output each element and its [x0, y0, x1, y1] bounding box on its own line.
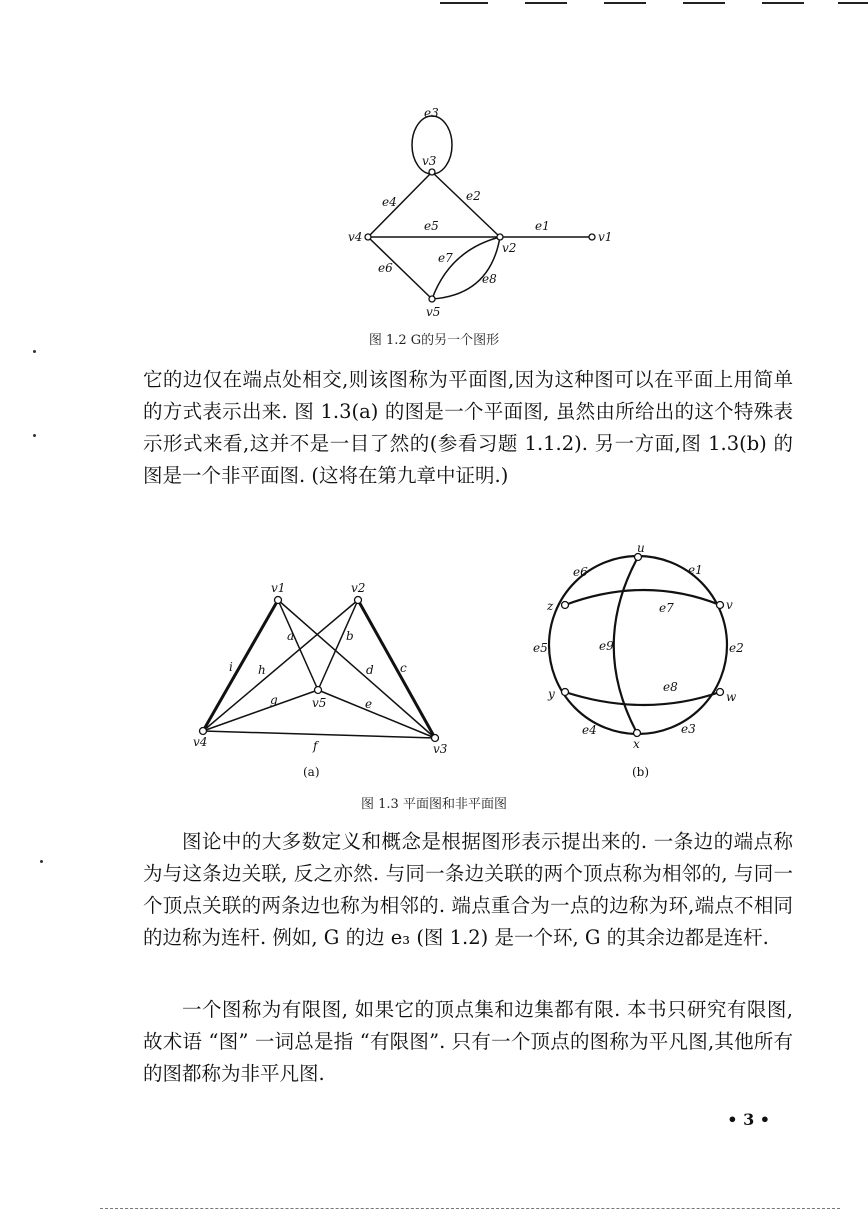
paragraph-3: [143, 994, 793, 1090]
label-a-edge-e: e: [365, 697, 373, 711]
bottom-scan-edge: [100, 1208, 840, 1210]
label-b-e1: e1: [688, 563, 703, 577]
label-b-e8: e8: [663, 680, 678, 694]
label-a-v5: v5: [312, 696, 327, 710]
header-rule: [838, 2, 868, 4]
label-e1: e1: [535, 219, 550, 233]
figure-1-3b-graph: [525, 540, 755, 760]
header-rule: [440, 2, 488, 4]
label-b-e7: e7: [659, 601, 674, 615]
header-rule: [525, 2, 567, 4]
label-e5: e5: [424, 219, 439, 233]
figure-1-3b-label: (b): [632, 765, 650, 779]
label-a-edge-d: d: [366, 663, 374, 677]
paragraph-1: [143, 364, 793, 492]
label-a-edge-i: i: [229, 660, 233, 674]
figure-1-2-graph: [330, 100, 630, 320]
label-b-e2: e2: [729, 641, 744, 655]
label-b-x: x: [633, 737, 640, 751]
label-e7: e7: [438, 251, 453, 265]
label-v3: v3: [422, 154, 437, 168]
label-a-edge-g: g: [270, 693, 278, 707]
label-a-edge-b: b: [346, 629, 354, 643]
label-b-z: z: [547, 599, 554, 613]
label-a-v3: v3: [433, 742, 448, 756]
figure-1-3a-graph: [185, 578, 455, 778]
label-a-v2: v2: [351, 581, 366, 595]
scan-speck: [40, 860, 43, 863]
paragraph-2-text: 图论中的大多数定义和概念是根据图形表示提出来的. 一条边的端点称为与这条边关联, 反之亦然. 与同一条边关联的两个顶点称为相邻的, 与同一个顶点关联的两条边也称为相邻的. 端点重合为一点的边称为环,端点不相同的边称为连杆. 例如, G 的边 e₃ (图 1.2) 是一个环, G 的其余边都是连杆.: [143, 830, 793, 949]
figure-1-3a-label: (a): [303, 765, 320, 779]
header-rule: [604, 2, 646, 4]
label-b-e5: e5: [533, 641, 548, 655]
label-a-edge-h: h: [258, 663, 266, 677]
label-a-edge-c: c: [400, 661, 407, 675]
label-v5: v5: [426, 305, 441, 319]
label-v4: v4: [348, 230, 363, 244]
label-e8: e8: [482, 272, 497, 286]
paragraph-2: [143, 826, 793, 954]
scan-speck: [33, 350, 36, 353]
label-a-edge-a: a: [287, 629, 295, 643]
figure-1-2-caption: 图 1.2 G的另一个图形: [368, 333, 500, 348]
page-number: • 3 •: [727, 1110, 770, 1129]
scan-speck: [33, 434, 36, 437]
label-v1: v1: [598, 230, 613, 244]
label-b-e3: e3: [681, 722, 696, 736]
label-e6: e6: [378, 261, 393, 275]
label-e3: e3: [424, 106, 439, 120]
label-b-w: w: [726, 690, 737, 704]
label-b-e9: e9: [599, 639, 614, 653]
header-rule: [762, 2, 804, 4]
label-b-e6: e6: [573, 565, 588, 579]
paragraph-3-text: 一个图称为有限图, 如果它的顶点集和边集都有限. 本书只研究有限图, 故术语 “图” 一词总是指 “有限图”. 只有一个顶点的图称为平凡图,其他所有的图都称为非平凡图.: [143, 998, 793, 1085]
figure-1-3-caption: 图 1.3 平面图和非平面图: [361, 797, 507, 812]
label-b-y: y: [548, 687, 555, 701]
label-v2: v2: [502, 241, 517, 255]
label-b-u: u: [637, 541, 645, 555]
label-a-v1: v1: [271, 581, 286, 595]
paragraph-1-text: 它的边仅在端点处相交,则该图称为平面图,因为这种图可以在平面上用简单的方式表示出来. 图 1.3(a) 的图是一个平面图, 虽然由所给出的这个特殊表示形式来看,这并不是一目了然的(参看习题 1.1.2). 另一方面,图 1.3(b) 的图是一个非平面图. (这将在第九章中证明.): [143, 368, 793, 487]
label-a-v4: v4: [193, 735, 208, 749]
label-e4: e4: [382, 195, 397, 209]
label-a-edge-f: f: [313, 739, 318, 753]
label-b-e4: e4: [582, 723, 597, 737]
label-e2: e2: [466, 189, 481, 203]
header-rule: [683, 2, 725, 4]
label-b-v: v: [726, 598, 733, 612]
